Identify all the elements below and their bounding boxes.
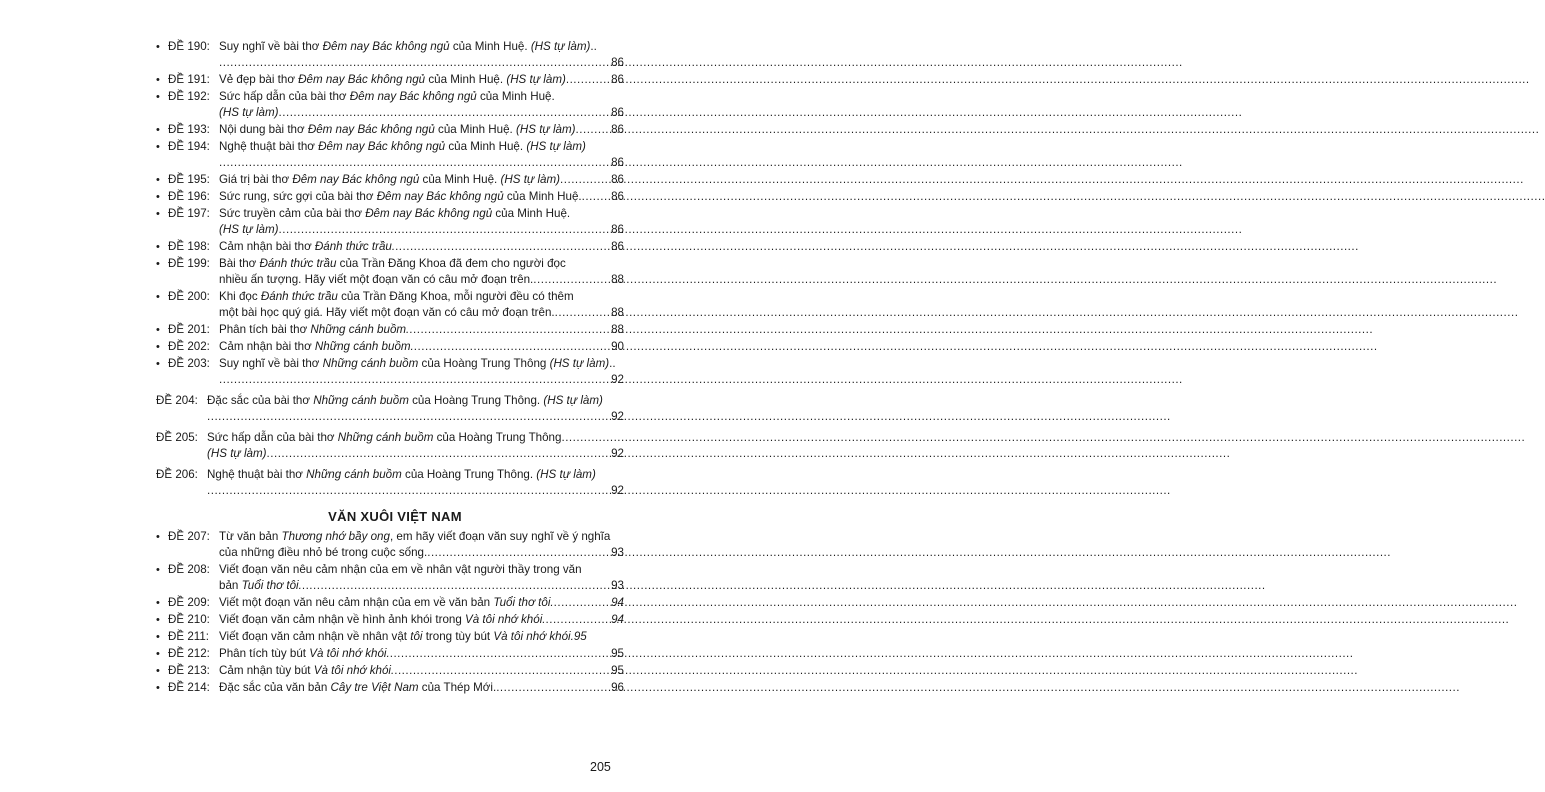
entry-label: ĐỀ 207:	[168, 530, 210, 543]
entry-page: 92	[611, 410, 624, 423]
italic-title: Đêm nay Bác không ngủ	[307, 123, 435, 136]
bullet-icon: •	[156, 665, 160, 677]
toc-entry	[156, 467, 624, 499]
dot-leader	[219, 372, 610, 388]
toc-list-prose	[156, 529, 624, 696]
entry-continuation	[168, 55, 624, 71]
entry-line	[168, 189, 624, 205]
toc-entry	[156, 393, 624, 425]
entry-page: 92	[611, 484, 624, 497]
dot-leader	[409, 322, 610, 338]
italic-title: Những cánh buồm	[337, 431, 434, 444]
entry-title: Khi đọc Đánh thức trầu của Trần Đăng Khoa, mỗi người đều có thêm	[219, 290, 574, 303]
dot-leader	[576, 122, 611, 138]
italic-title: Đêm nay Bác không ngủ	[376, 190, 504, 203]
dot-leader	[267, 446, 611, 462]
entry-page: 86	[611, 106, 624, 119]
italic-title: Và tôi nhớ khói.95	[493, 630, 587, 643]
dot-leader	[390, 646, 610, 662]
entry-line	[168, 172, 624, 188]
toc-entry	[156, 139, 624, 171]
bullet-icon: •	[156, 91, 160, 103]
toc-entry	[156, 663, 624, 679]
dot-leader	[207, 483, 610, 499]
dot-leader	[560, 172, 610, 188]
dot-leader	[582, 189, 610, 205]
bullet-icon: •	[156, 258, 160, 270]
toc-entry	[156, 529, 624, 561]
dot-leader	[414, 339, 610, 355]
dot-leader	[496, 680, 610, 696]
bullet-icon: •	[156, 648, 160, 660]
bullet-icon: •	[156, 631, 160, 643]
entry-title: Phân tích tùy bút Và tôi nhớ khói.	[219, 647, 390, 660]
bullet-icon: •	[156, 358, 160, 370]
entry-line	[168, 239, 624, 255]
bullet-icon: •	[156, 531, 160, 543]
toc-entry	[156, 646, 624, 662]
toc-entry	[156, 206, 624, 238]
bullet-icon: •	[156, 124, 160, 136]
entry-line	[168, 663, 624, 679]
entry-label: ĐỀ 203:	[168, 357, 210, 370]
bullet-icon: •	[156, 174, 160, 186]
entry-label: ĐỀ 191:	[168, 73, 210, 86]
bullet-icon: •	[156, 682, 160, 694]
entry-line	[168, 206, 624, 222]
entry-title: Phân tích bài thơ Những cánh buồm.	[219, 323, 410, 336]
italic-title: Và tôi nhớ khói.	[313, 664, 395, 677]
entry-continuation	[168, 222, 624, 238]
toc-entry	[156, 89, 624, 121]
italic-title: (HS tự làm)	[530, 40, 591, 53]
entry-page: 93	[611, 579, 624, 592]
entry-page: 95	[611, 664, 624, 677]
italic-title: Đêm nay Bác không ngủ	[292, 173, 420, 186]
bullet-icon: •	[156, 141, 160, 153]
bullet-icon: •	[156, 597, 160, 609]
entry-label: ĐỀ 196:	[168, 190, 210, 203]
entry-title: Nội dung bài thơ Đêm nay Bác không ngủ của Minh Huệ. (HS tự làm)	[219, 123, 576, 136]
italic-title: Những cánh buồm.	[314, 340, 414, 353]
table-of-contents	[156, 39, 624, 697]
toc-entry	[156, 430, 624, 462]
italic-title: (HS tự làm)	[500, 173, 561, 186]
entry-page: 88	[611, 323, 624, 336]
entry-line	[168, 89, 624, 105]
italic-title: (HS tự làm)	[543, 394, 603, 407]
dot-leader	[279, 222, 611, 238]
entry-label: ĐỀ 202:	[168, 340, 210, 353]
bullet-icon: •	[156, 74, 160, 86]
toc-entry	[156, 680, 624, 696]
entry-title: Viết đoạn văn nêu cảm nhận của em về nhân vật người thầy trong văn	[219, 563, 582, 576]
italic-title: Và tôi nhớ khói.	[465, 613, 546, 626]
bullet-icon: •	[156, 341, 160, 353]
entry-line	[168, 339, 624, 355]
entry-line	[156, 430, 624, 446]
entry-continuation	[156, 446, 624, 462]
entry-title: Suy nghĩ về bài thơ Đêm nay Bác không ngủ của Minh Huệ. (HS tự làm)..	[219, 40, 597, 53]
italic-title: Tuổi thơ tôi.	[493, 596, 554, 609]
entry-line	[156, 467, 624, 483]
entry-line	[168, 39, 624, 55]
dot-leader	[302, 578, 610, 594]
italic-title: Đêm nay Bác không ngủ	[298, 73, 426, 86]
entry-label: ĐỀ 209:	[168, 596, 210, 609]
entry-line	[168, 629, 624, 645]
entry-page: 86	[611, 190, 624, 203]
entry-title	[207, 446, 267, 462]
bullet-icon: •	[156, 191, 160, 203]
entry-title: Cảm nhận bài thơ Đánh thức trầu.	[219, 240, 396, 253]
italic-title: (HS tự làm)	[219, 106, 279, 119]
entry-page: 93	[611, 546, 624, 559]
entry-title: Sức truyền cảm của bài thơ Đêm nay Bác không ngủ của Minh Huệ.	[219, 207, 571, 220]
entry-title: Đặc sắc của bài thơ Những cánh buồm của Hoàng Trung Thông. (HS tự làm)	[207, 394, 603, 407]
entry-line	[168, 122, 624, 138]
entry-label: ĐỀ 193:	[168, 123, 210, 136]
entry-continuation	[168, 578, 624, 594]
entry-title: nhiều ấn tượng. Hãy viết một đoạn văn có câu mở đoạn trên.	[219, 273, 534, 286]
dot-leader	[219, 155, 610, 171]
entry-line	[156, 393, 624, 409]
toc-entry	[156, 322, 624, 338]
bullet-icon: •	[156, 324, 160, 336]
entry-page: 94	[611, 613, 624, 626]
italic-title: (HS tự làm)	[526, 140, 586, 153]
entry-title: bản Tuổi thơ tôi.	[219, 579, 302, 592]
italic-title: Những cánh buồm	[306, 468, 402, 481]
entry-label: ĐỀ 198:	[168, 240, 210, 253]
section-title: VĂN XUÔI VIỆT NAM	[328, 509, 462, 524]
entry-page: 86	[611, 123, 624, 136]
italic-title: Đêm nay Bác không ngủ	[365, 207, 493, 220]
entry-continuation	[168, 305, 624, 321]
page-number: 205	[590, 760, 611, 774]
entry-page: 95	[611, 647, 624, 660]
entry-page: 94	[611, 596, 624, 609]
bullet-icon: •	[156, 41, 160, 53]
entry-label: ĐỀ 205:	[156, 431, 198, 444]
italic-title: Những cánh buồm	[313, 394, 409, 407]
toc-entry	[156, 256, 624, 288]
entry-continuation	[156, 483, 624, 499]
entry-page: 86	[611, 156, 624, 169]
entry-title: một bài học quý giá. Hãy viết một đoạn văn có câu mở đoạn trên.	[219, 306, 555, 319]
entry-title: Nghệ thuật bài thơ Đêm nay Bác không ngủ của Minh Huệ. (HS tự làm)	[219, 140, 586, 153]
dot-leader	[566, 72, 610, 88]
entry-label: ĐỀ 192:	[168, 90, 210, 103]
entry-page: 86	[611, 173, 624, 186]
entry-label: ĐỀ 199:	[168, 257, 210, 270]
entry-continuation	[156, 409, 624, 425]
entry-title	[219, 105, 279, 121]
italic-title: Thương nhớ bầy ong	[281, 530, 390, 543]
italic-title: (HS tự làm)	[549, 357, 610, 370]
entry-line	[168, 289, 624, 305]
entry-line	[168, 612, 624, 628]
entry-line	[168, 562, 624, 578]
entry-page: 88	[611, 273, 624, 286]
dot-leader	[394, 663, 610, 679]
italic-title: Đêm nay Bác không ngủ	[349, 90, 477, 103]
toc-entry	[156, 239, 624, 255]
toc-entry	[156, 629, 624, 645]
italic-title: Đánh thức trầu	[260, 290, 338, 303]
italic-title: Đêm nay Bác không ngủ	[322, 40, 450, 53]
entry-line	[168, 646, 624, 662]
italic-title: Và tôi nhớ khói.	[309, 647, 390, 660]
entry-title: Viết đoạn văn cảm nhận về hình ảnh khói trong Và tôi nhớ khói.	[219, 613, 546, 626]
entry-title: Vẻ đẹp bài thơ Đêm nay Bác không ngủ của Minh Huệ. (HS tự làm)	[219, 73, 566, 86]
entry-title: Sức hấp dẫn của bài thơ Những cánh buồm của Hoàng Trung Thông	[207, 431, 562, 444]
entry-title: Sức rung, sức gợi của bài thơ Đêm nay Bác không ngủ của Minh Huệ.	[219, 190, 582, 203]
italic-title: (HS tự làm)	[207, 447, 267, 460]
entry-label: ĐỀ 208:	[168, 563, 210, 576]
toc-entry	[156, 289, 624, 321]
entry-continuation	[168, 545, 624, 561]
entry-label: ĐỀ 212:	[168, 647, 210, 660]
entry-title: Bài thơ Đánh thức trầu của Trần Đăng Khoa đã đem cho người đọc	[219, 257, 566, 270]
bullet-icon: •	[156, 291, 160, 303]
entry-label: ĐỀ 204:	[156, 394, 198, 407]
entry-label: ĐỀ 213:	[168, 664, 210, 677]
entry-label: ĐỀ 206:	[156, 468, 198, 481]
toc-entry	[156, 72, 624, 88]
entry-label: ĐỀ 211:	[168, 630, 210, 643]
entry-title: Giá trị bài thơ Đêm nay Bác không ngủ của Minh Huệ. (HS tự làm)	[219, 173, 561, 186]
entry-page: 92	[611, 373, 624, 386]
entry-line	[168, 680, 624, 696]
entry-title: Sức hấp dẫn của bài thơ Đêm nay Bác không ngủ của Minh Huệ.	[219, 90, 555, 103]
entry-title: Nghệ thuật bài thơ Những cánh buồm của Hoàng Trung Thông. (HS tự làm)	[207, 468, 596, 481]
toc-entry	[156, 122, 624, 138]
entry-title: Viết một đoạn văn nêu cảm nhận của em về văn bản Tuổi thơ tôi.	[219, 596, 554, 609]
dot-leader	[279, 105, 611, 121]
toc-entry	[156, 172, 624, 188]
dot-leader	[219, 55, 610, 71]
toc-entry	[156, 562, 624, 594]
dot-leader	[546, 612, 611, 628]
entry-continuation	[168, 105, 624, 121]
toc-entry	[156, 595, 624, 611]
entry-page: 96	[611, 681, 624, 694]
italic-title: Đêm nay Bác không ngủ	[318, 140, 446, 153]
italic-title: tôi	[410, 630, 423, 643]
dot-leader	[554, 595, 610, 611]
entry-label: ĐỀ 214:	[168, 681, 210, 694]
entry-page: 92	[611, 447, 624, 460]
italic-title: (HS tự làm)	[219, 223, 279, 236]
entry-title: Đặc sắc của văn bản Cây tre Việt Nam của Thép Mới.	[219, 681, 497, 694]
entry-continuation	[168, 155, 624, 171]
italic-title: Đánh thức trầu	[259, 257, 337, 270]
entry-line	[168, 256, 624, 272]
entry-continuation	[168, 272, 624, 288]
dot-leader	[533, 272, 610, 288]
entry-title: Cảm nhận tùy bút Và tôi nhớ khói.	[219, 664, 395, 677]
entry-title: Suy nghĩ về bài thơ Những cánh buồm của Hoàng Trung Thông (HS tự làm)..	[219, 357, 616, 370]
entry-page: 86	[611, 56, 624, 69]
dot-leader	[427, 545, 610, 561]
entry-page: 88	[611, 306, 624, 319]
dot-leader	[395, 239, 610, 255]
entry-page: 86	[611, 223, 624, 236]
entry-title	[219, 222, 279, 238]
italic-title: (HS tự làm)	[506, 73, 566, 86]
entry-title: của những điều nhỏ bé trong cuộc sống.	[219, 546, 428, 559]
entry-title: Từ văn bản Thương nhớ bầy ong, em hãy viết đoạn văn suy nghĩ về ý nghĩa	[219, 530, 611, 543]
bullet-icon: •	[156, 564, 160, 576]
dot-leader	[561, 430, 624, 446]
dot-leader	[207, 409, 610, 425]
italic-title: Đánh thức trầu.	[314, 240, 396, 253]
italic-title: (HS tự làm)	[516, 123, 576, 136]
entry-label: ĐỀ 210:	[168, 613, 210, 626]
entry-label: ĐỀ 200:	[168, 290, 210, 303]
entry-line	[168, 72, 624, 88]
entry-page: 86	[611, 73, 624, 86]
bullet-icon: •	[156, 208, 160, 220]
toc-entry	[156, 612, 624, 628]
entry-line	[168, 139, 624, 155]
dot-leader	[555, 305, 610, 321]
entry-label: ĐỀ 195:	[168, 173, 210, 186]
entry-line	[168, 595, 624, 611]
italic-title: (HS tự làm)	[536, 468, 596, 481]
bullet-icon: •	[156, 241, 160, 253]
italic-title: Cây tre Việt Nam	[330, 681, 419, 694]
entry-label: ĐỀ 197:	[168, 207, 210, 220]
toc-entry	[156, 356, 624, 388]
italic-title: Những cánh buồm.	[310, 323, 410, 336]
entry-label: ĐỀ 190:	[168, 40, 210, 53]
entry-page: 90	[611, 340, 624, 353]
entry-label: ĐỀ 194:	[168, 140, 210, 153]
bullet-icon: •	[156, 614, 160, 626]
toc-entry	[156, 39, 624, 71]
entry-line	[168, 322, 624, 338]
entry-title: Viết đoạn văn cảm nhận về nhân vật tôi trong tùy bút Và tôi nhớ khói.95	[219, 630, 587, 643]
entry-page: 86	[611, 240, 624, 253]
entry-line	[168, 529, 624, 545]
italic-title: Những cánh buồm	[322, 357, 419, 370]
entry-line	[168, 356, 624, 372]
entry-continuation	[168, 372, 624, 388]
italic-title: Tuổi thơ tôi.	[241, 579, 302, 592]
toc-entry	[156, 189, 624, 205]
toc-entry	[156, 339, 624, 355]
entry-label: ĐỀ 201:	[168, 323, 210, 336]
entry-title: Cảm nhận bài thơ Những cánh buồm.	[219, 340, 414, 353]
toc-list-poetry	[156, 39, 624, 499]
